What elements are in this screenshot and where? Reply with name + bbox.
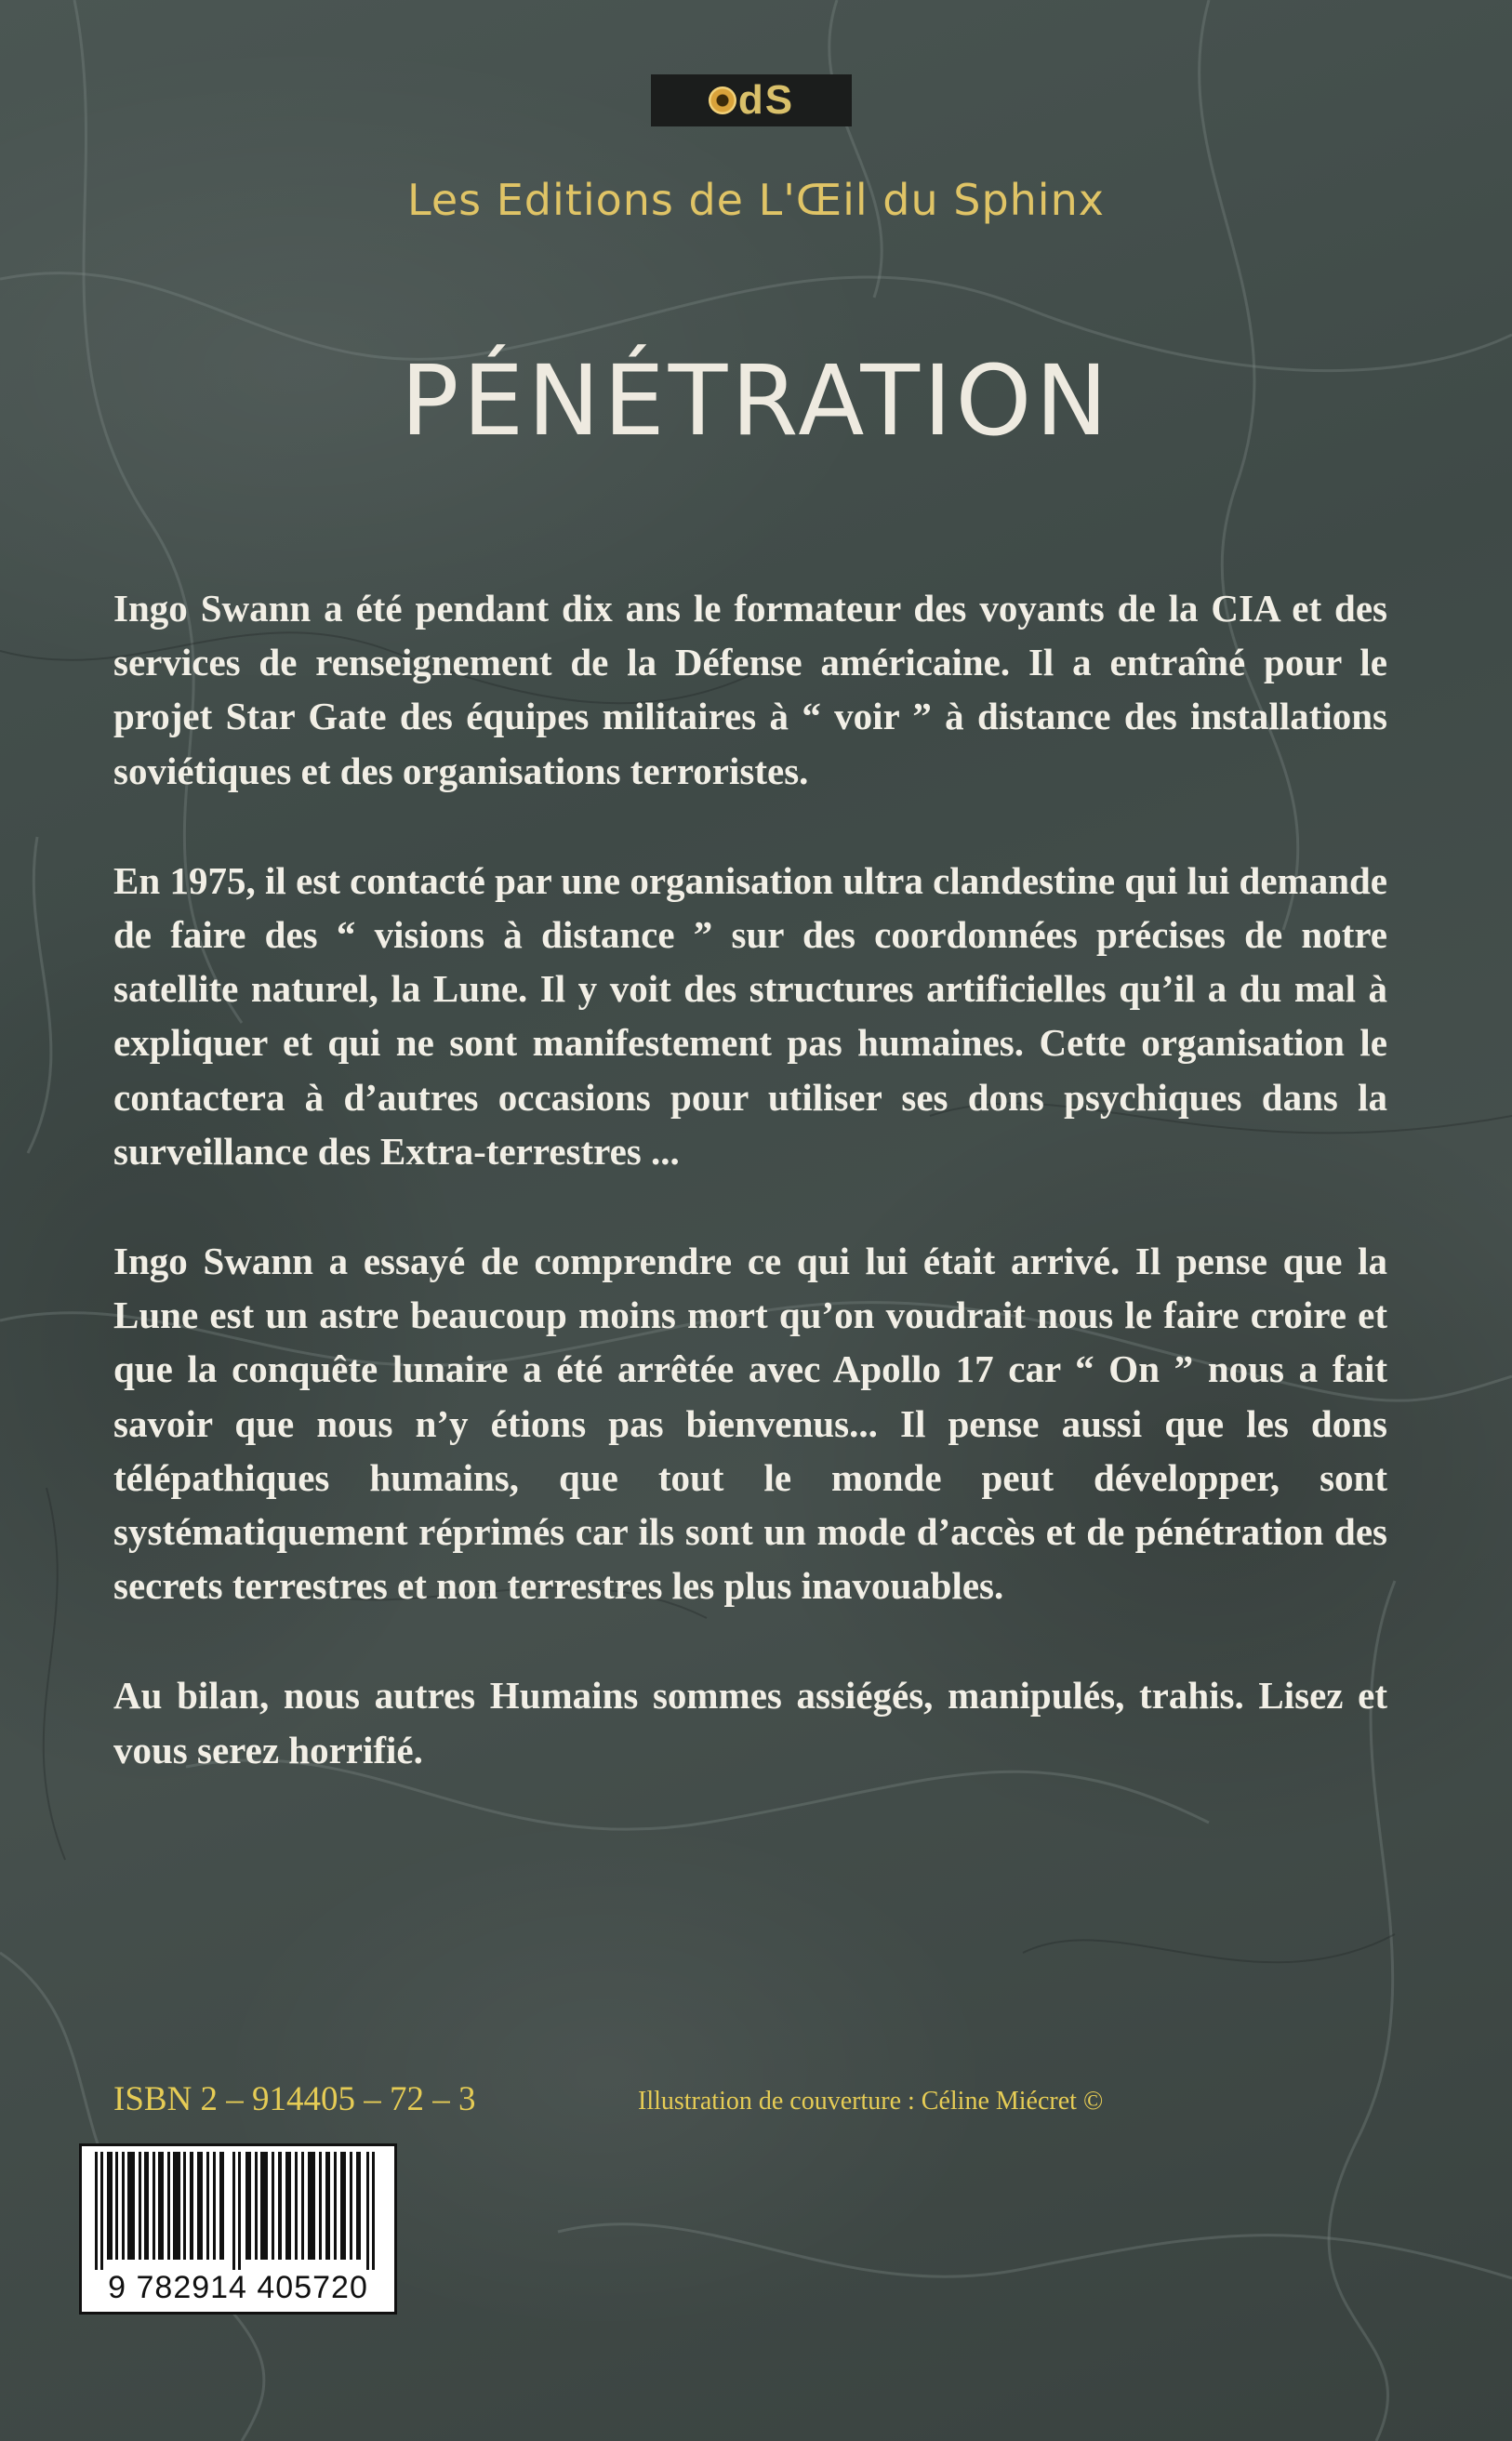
isbn: ISBN 2 – 914405 – 72 – 3	[113, 2080, 476, 2118]
blurb-paragraph: En 1975, il est contacté par une organisation ultra clandestine qui lui demande de faire des “ visions à distance ” sur des coordonnées précises de notre satellite naturel, la Lune. Il y voit des structures artificielles qu’il a du mal à expliquer et qui ne sont manifestement pas humaines. Cette organisation le contactera à d’autres occasions pour utiliser ses dons psychiques dans la surveillance des Extra-terrestres ...	[113, 858, 1387, 1173]
publisher-logo	[651, 74, 852, 126]
barcode-bars	[89, 2152, 387, 2271]
book-title: PÉNÉTRATION	[400, 344, 1112, 458]
blurb-paragraph: Ingo Swann a essayé de comprendre ce qui lui était arrivé. Il pense que la Lune est un astre beaucoup moins mort qu’on voudrait nous le faire croire et que la conquête lunaire a été arrêtée avec Apollo 17 car “ On ” nous a fait savoir que nous n’y étions pas bienvenus... Il pense aussi que les dons télépathiques humains, que tout le monde peut développer, sont systématiquement réprimés car ils sont un mode d’accès et de pénétration des secrets terrestres et non terrestres les plus inavouables.	[113, 1240, 1387, 1608]
blurb-paragraph: Ingo Swann a été pendant dix ans le formateur des voyants de la CIA et des services de renseignement de la Défense américaine. Il a entraîné pour le projet Star Gate des équipes militaires à “ voir ” à distance des installations soviétiques et des organisations terroristes.	[113, 587, 1387, 792]
blurb-paragraph: Au bilan, nous autres Humains sommes assiégés, manipulés, trahis. Lisez et vous serez horrifié.	[113, 1674, 1387, 1771]
illustration-credit: Illustration de couverture : Céline Miécret ©	[638, 2087, 1104, 2116]
barcode-number: 9 782914 405720	[82, 2270, 394, 2306]
eye-icon	[709, 86, 736, 114]
publisher-name: Les Editions de L'Œil du Sphinx	[407, 175, 1105, 225]
logo-text: dS	[737, 77, 795, 123]
blurb	[113, 581, 1387, 1833]
barcode	[79, 2143, 397, 2315]
